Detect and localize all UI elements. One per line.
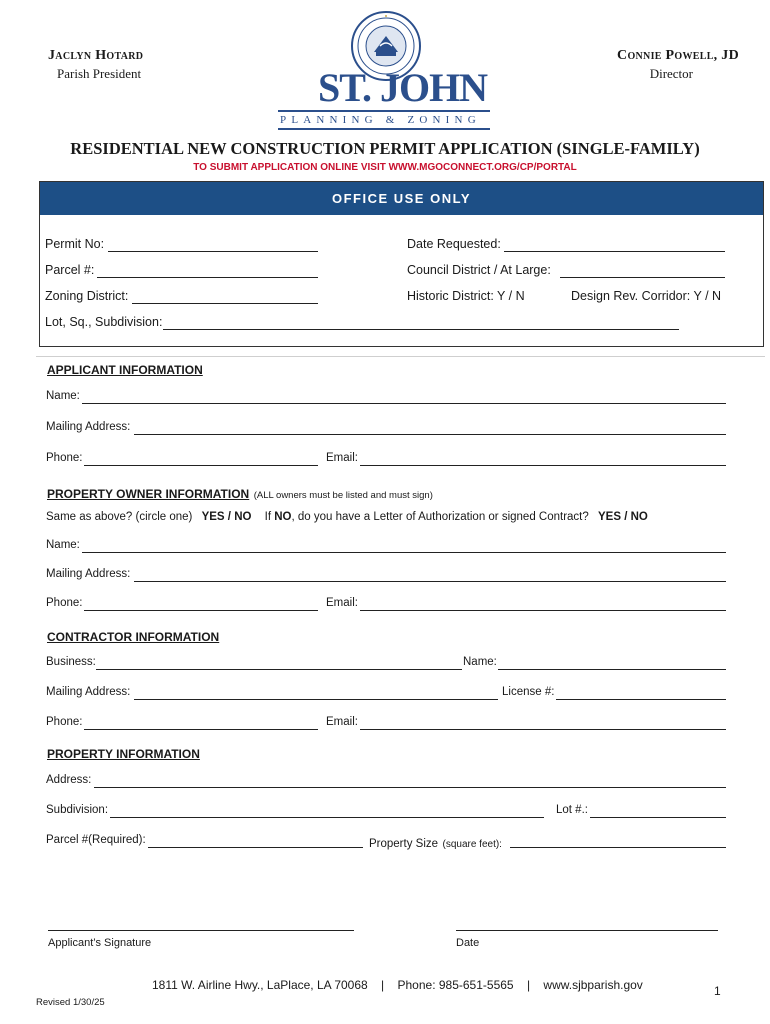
if-no-prefix: If — [264, 511, 275, 523]
contractor-heading: CONTRACTOR INFORMATION — [47, 630, 220, 644]
property-parcel-label: Parcel #(Required): — [46, 834, 146, 846]
contractor-business-label: Business: — [46, 656, 96, 668]
footer-contact — [152, 978, 643, 992]
permit-no-field[interactable] — [108, 251, 318, 252]
parcel-label: Parcel #: — [45, 263, 95, 277]
same-as-label: Same as above? (circle one) — [46, 511, 193, 523]
online-submit-link[interactable]: TO SUBMIT APPLICATION ONLINE VISIT WWW.MGOCONNECT.ORG/CP/PORTAL — [193, 162, 577, 173]
owner-heading: PROPERTY OWNER INFORMATION — [47, 487, 250, 501]
property-size-text: Property Size — [369, 838, 439, 850]
authorization-yes-no[interactable]: YES / NO — [597, 511, 648, 523]
property-address-field[interactable] — [94, 787, 726, 788]
property-size-unit: (square feet): — [442, 839, 502, 850]
applicant-email-field[interactable] — [360, 465, 726, 466]
if-no-bold: NO — [274, 511, 292, 523]
logo-rule-bottom — [278, 128, 490, 130]
property-subdivision-label: Subdivision: — [46, 804, 109, 816]
contractor-email-label: Email: — [326, 716, 358, 728]
property-heading: PROPERTY INFORMATION — [47, 747, 200, 761]
date-requested-field[interactable] — [504, 251, 725, 252]
president-title: Parish President — [57, 66, 142, 81]
logo-rule — [278, 110, 490, 112]
lot-sq-subdivision-label: Lot, Sq., Subdivision: — [45, 315, 163, 329]
owner-note: (ALL owners must be listed and must sign) — [253, 490, 433, 501]
president-name: Jaclyn Hotard — [48, 48, 144, 63]
owner-phone-field[interactable] — [84, 610, 318, 611]
council-district-field[interactable] — [560, 277, 725, 278]
applicant-heading: APPLICANT INFORMATION — [47, 363, 203, 377]
contractor-name-label: Name: — [463, 656, 497, 668]
applicant-email-label: Email: — [326, 452, 358, 464]
contractor-license-label: License #: — [502, 686, 555, 698]
council-district-label: Council District / At Large: — [407, 263, 551, 277]
page-number: 1 — [714, 984, 721, 998]
date-requested-label: Date Requested: — [407, 237, 501, 251]
applicant-mailing-label: Mailing Address: — [46, 421, 131, 433]
page-title: RESIDENTIAL NEW CONSTRUCTION PERMIT APPLICATION (SINGLE-FAMILY) — [70, 139, 700, 158]
owner-mailing-field[interactable] — [134, 581, 726, 582]
contractor-license-field[interactable] — [556, 699, 726, 700]
contractor-mailing-label: Mailing Address: — [46, 686, 131, 698]
if-no-rest: , do you have a Letter of Authorization or signed Contract? — [291, 511, 589, 523]
contractor-business-field[interactable] — [96, 669, 462, 670]
zoning-district-field[interactable] — [132, 303, 318, 304]
applicant-phone-field[interactable] — [84, 465, 318, 466]
logo-wordmark: ST. JOHN — [318, 65, 488, 110]
footer-website[interactable]: www.sjbparish.gov — [543, 978, 643, 992]
property-subdivision-field[interactable] — [110, 817, 544, 818]
lot-sq-subdivision-field[interactable] — [163, 329, 679, 330]
date-signature-label: Date — [456, 937, 480, 949]
office-use-heading: OFFICE USE ONLY — [40, 182, 763, 215]
zoning-district-label: Zoning District: — [45, 289, 129, 303]
logo-subtitle: PLANNING & ZONING — [280, 114, 481, 126]
same-as-row — [46, 511, 648, 523]
applicant-name-label: Name: — [46, 390, 80, 402]
design-rev-corridor-label[interactable]: Design Rev. Corridor: Y / N — [571, 289, 722, 303]
footer-sep-1: | — [381, 978, 385, 992]
contractor-phone-label: Phone: — [46, 716, 83, 728]
property-size-field[interactable] — [510, 847, 726, 848]
footer-phone: Phone: 985-651-5565 — [397, 978, 514, 992]
applicant-phone-label: Phone: — [46, 452, 83, 464]
applicant-name-field[interactable] — [82, 403, 726, 404]
owner-heading-row — [47, 485, 433, 503]
parcel-field[interactable] — [97, 277, 318, 278]
owner-email-label: Email: — [326, 597, 358, 609]
applicant-signature-field[interactable] — [48, 930, 354, 931]
contractor-mailing-field[interactable] — [134, 699, 498, 700]
contractor-phone-field[interactable] — [84, 729, 318, 730]
property-parcel-field[interactable] — [148, 847, 363, 848]
revised-date: Revised 1/30/25 — [36, 997, 105, 1008]
owner-name-field[interactable] — [82, 552, 726, 553]
contractor-name-field[interactable] — [498, 669, 726, 670]
contractor-email-field[interactable] — [360, 729, 726, 730]
footer-address: 1811 W. Airline Hwy., LaPlace, LA 70068 — [152, 978, 368, 992]
property-size-label — [369, 834, 502, 852]
property-lot-field[interactable] — [590, 817, 726, 818]
historic-district-label[interactable]: Historic District: Y / N — [407, 289, 525, 303]
same-as-yes-no[interactable]: YES / NO — [201, 511, 252, 523]
owner-email-field[interactable] — [360, 610, 726, 611]
date-signature-field[interactable] — [456, 930, 718, 931]
director-name: Connie Powell, JD — [617, 48, 739, 63]
applicant-mailing-field[interactable] — [134, 434, 726, 435]
owner-phone-label: Phone: — [46, 597, 83, 609]
director-title: Director — [649, 66, 693, 81]
owner-name-label: Name: — [46, 539, 80, 551]
permit-no-label: Permit No: — [45, 237, 105, 251]
applicant-signature-label: Applicant’s Signature — [48, 937, 152, 949]
property-address-label: Address: — [46, 774, 92, 786]
footer-sep-2: | — [526, 978, 531, 992]
property-lot-label: Lot #.: — [556, 804, 588, 816]
section-divider — [36, 356, 765, 357]
owner-mailing-label: Mailing Address: — [46, 568, 131, 580]
